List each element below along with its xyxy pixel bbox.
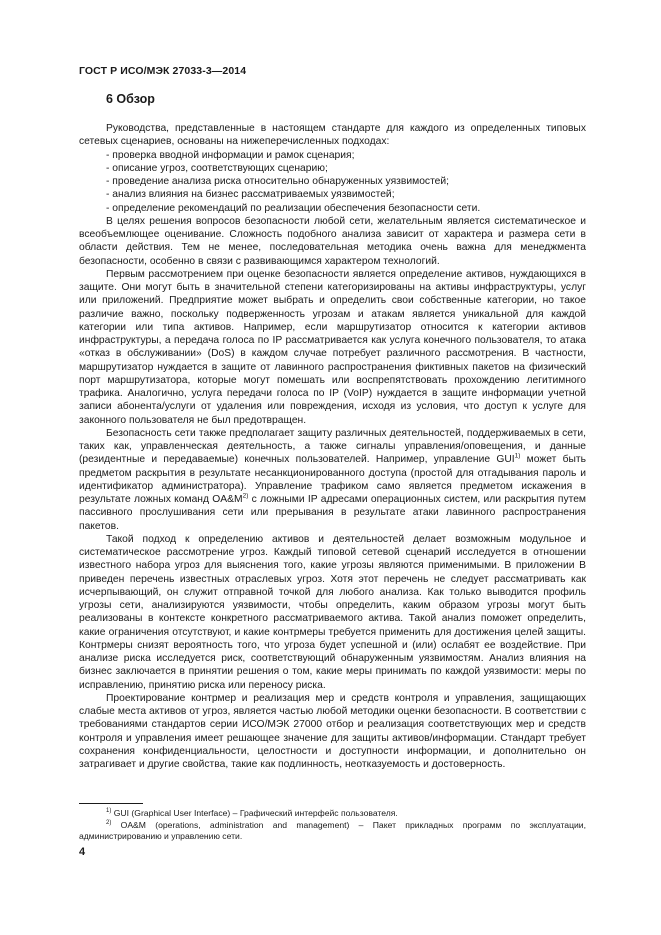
footnote-ref: 1) [514, 452, 521, 460]
footnotes [79, 808, 586, 843]
footnote-divider [79, 803, 143, 804]
list-item: - описание угроз, соответствующих сценарию; [106, 162, 328, 174]
footnote-mark: 2) [106, 819, 112, 826]
section-body [79, 122, 586, 771]
running-header: ГОСТ Р ИСО/МЭК 27033-3—2014 [79, 65, 247, 77]
paragraph-assets: Первым рассмотрением при оценке безопасности является определение активов, нуждающихся в защите. Они могут быть в значительной степени категоризированы на активы инфраструктуры, услуг или приложений. Предприятие может выбрать и определить свои собственные категории, но такое различие важно, поскольку подверженность угрозам и атакам является уникальной для каждой категории или типа активов. Например, если маршрутизатор относится к категории активов инфраструктуры, а передача голоса по IP рассматривается как услуга конечного пользователя, то атака «отказ в обслуживании» (DoS) в каждом случае потребует различного рассмотрения. В частности, маршрутизатор нуждается в защите от лавинного распространения фиктивных пакетов на физический порт маршрутизатора, которые могут помешать или воспрепятствовать прохождению легитимного трафика. Аналогично, услуга передачи голоса по IP (VoIP) нуждается в защите информации учетной записи абонента/услуги от удаления или повреждения, исходя из условия, что доступ к услуге для законного пользователя не был предотвращен. [79, 268, 586, 426]
list-item: - определение рекомендаций по реализации обеспечения безопасности сети. [106, 202, 481, 214]
footnote-ref: 2) [242, 492, 249, 500]
footnote-mark: 1) [106, 808, 112, 815]
paragraph-assessment: В целях решения вопросов безопасности любой сети, желательным является систематическое и всеобъемлющее оценивание. Сложность подобного анализа зависит от характера и размера сети в области действия. Тем не менее, последовательная методика очень важна для менеджмента безопасности, особенно в связи с развивающимся характером технологий. [79, 215, 586, 267]
footnote-text: OA&M (operations, administration and management) – Пакет прикладных программ по эксплуатации, администрированию и управлению сети. [79, 819, 586, 842]
approach-list [79, 149, 586, 215]
paragraph-countermeasures: Проектирование контрмер и реализация мер и средств контроля и управления, защищающих слабые места активов от угроз, является частью любой методики оценки безопасности. В соответствии с требованиями стандартов серии ИСО/МЭК 27000 отбор и реализация соответствующих мер и средств контроля и управления имеет решающее значение для защиты активов/информации. Стандарт требует сохранения конфиденциальности, целостности и доступности информации, и дополнительно он затрагивает и другие свойства, такие как подлинность, неотказуемость и достоверность. [79, 692, 586, 770]
list-item: - анализ влияния на бизнес рассматриваемых уязвимостей; [106, 189, 395, 201]
section-title: 6 Обзор [106, 92, 155, 106]
footnote-text: GUI (Graphical User Interface) – Графический интерфейс пользователя. [111, 808, 398, 818]
paragraph-intro: Руководства, представленные в настоящем стандарте для каждого из определенных типовых сетевых сценариев, основаны на нижеперечисленных подходах: [79, 123, 586, 148]
paragraph-threats: Такой подход к определению активов и деятельностей делает возможным модульное и систематическое рассмотрение угроз. Каждый типовой сетевой сценарий исследуется в отношении известного набора угроз для выяснения того, какие угрозы являются применимыми. В приложении В приведен перечень известных отраслевых угроз. Хотя этот перечень не следует рассматривать как исчерпывающий, он служит отправной точкой для любого анализа. Как только выводится профиль угрозы сети, анализируются уязвимости, чтобы определить, каким образом угрозы могут быть реализованы в контексте конкретного рассматриваемого актива. Такой анализ поможет определить, какие ограничения отсутствуют, и какие контрмеры требуется применить для достижения целей защиты. Контрмеры снизят вероятность того, что угроза будет успешной и (или) ослабят ее воздействие. При анализе риска исследуется риск, соответствующий обнаруженным уязвимостям. Анализ влияния на бизнес заключается в принятии решения о том, какие меры принимать по каждой уязвимости: меры по исправлению, принятию риска или переносу риска. [79, 533, 586, 691]
paragraph-text: с ложными IP адресами операционных систем, или раскрытия путем пассивного прослушивания сети или прерывания в результате атаки лавинного распространения пакетов. [79, 494, 586, 532]
paragraph-text: может быть предметом раскрытия в результате несанкционированного доступа (простой для отгадывания пароль и идентификатор администратора). Управление трафиком само является предметом искажения в результате ложных команд OA&M [79, 454, 586, 505]
list-item: - проверка вводной информации и рамок сценария; [106, 149, 355, 161]
page-number: 4 [79, 846, 86, 858]
footnote [79, 820, 586, 843]
paragraph-text: Безопасность сети также предполагает защиту различных деятельностей, поддерживаемых в сети, таких как, управленческая деятельность, а также сигналы управления/оповещения, и данные (резидентные и передаваемые) конечных пользователей. Например, управление GUI [79, 427, 586, 466]
footnote [79, 808, 586, 820]
list-item: - проведение анализа риска относительно обнаруженных уязвимостей; [106, 176, 450, 187]
paragraph-activities [79, 427, 586, 533]
